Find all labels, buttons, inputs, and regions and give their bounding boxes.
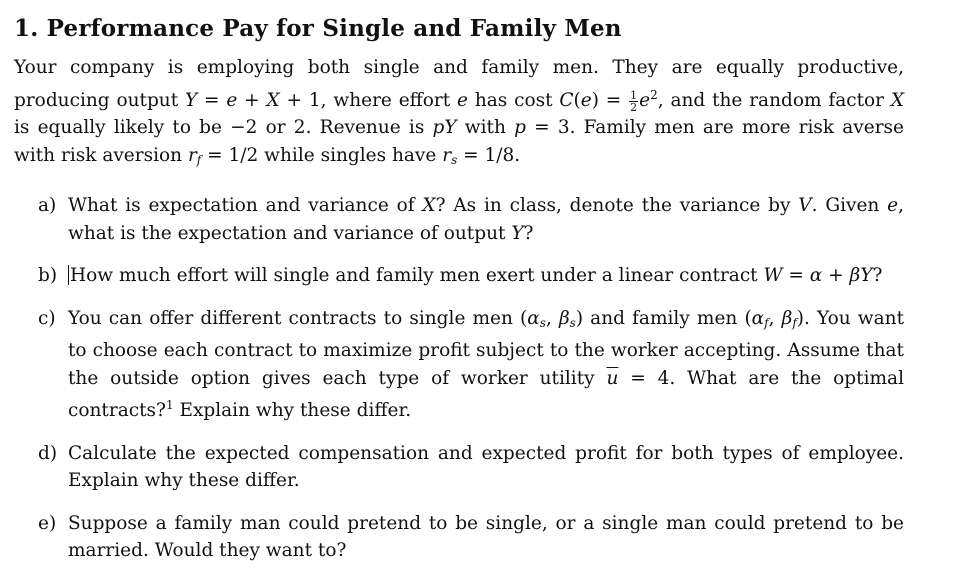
problem-page bbox=[14, 14, 904, 580]
problem-intro: Your company is employing both single and family men. They are equally productive, producing output Y = e + X + 1, where effort e has cost C(e) = $\frac{1}{2}$ $e^2$, and the random factor X is equally likely to be −2 or 2. Revenue is pY with p = 3. Family men are more risk averse with risk aversion $r_f = 1/2$ while singles have $r_s = 1/8$. bbox=[14, 57, 905, 167]
problem-title: 1. Performance Pay for Single and Family Men bbox=[14, 15, 622, 42]
question-label: d) bbox=[38, 442, 58, 464]
text-cursor bbox=[68, 265, 69, 285]
footnote-marker: 1 bbox=[165, 398, 174, 412]
question-text: Calculate the expected compensation and expected profit for both types of employee. Explain why these differ. bbox=[68, 442, 904, 491]
question-text: Suppose a family man could pretend to be single, or a single man could pretend to be married. Would they want to? bbox=[68, 512, 904, 561]
question-label: c) bbox=[38, 307, 56, 329]
question-e bbox=[14, 510, 904, 565]
question-list bbox=[14, 192, 904, 565]
question-text: You can offer different contracts to single men ($\alpha_s$, $\beta_s$) and family men ($\alpha_f$, $\beta_f$). You want to choose each contract to maximize profit subject to the worker accepting. Assume that the outside option gives each type of worker utility $\overline{u} = 4$. What are the optimal contracts?$^1$ Explain why these differ. bbox=[68, 307, 905, 421]
question-a bbox=[14, 192, 904, 247]
question-b bbox=[14, 262, 904, 290]
u-bar: $\overline{u}$ bbox=[606, 367, 619, 389]
question-label: a) bbox=[38, 195, 57, 216]
question-d bbox=[14, 440, 904, 495]
question-label: e) bbox=[38, 512, 57, 534]
question-text[interactable]: How much effort will single and family men exert under a linear contract W = α + βY? bbox=[70, 265, 883, 286]
fraction-one-half: $\frac{1}{2}$ bbox=[630, 88, 638, 114]
question-c bbox=[14, 305, 904, 425]
question-text: What is expectation and variance of X? As in class, denote the variance by V. Given e, what is the expectation and variance of output Y? bbox=[68, 195, 905, 244]
question-label: b) bbox=[38, 265, 58, 286]
